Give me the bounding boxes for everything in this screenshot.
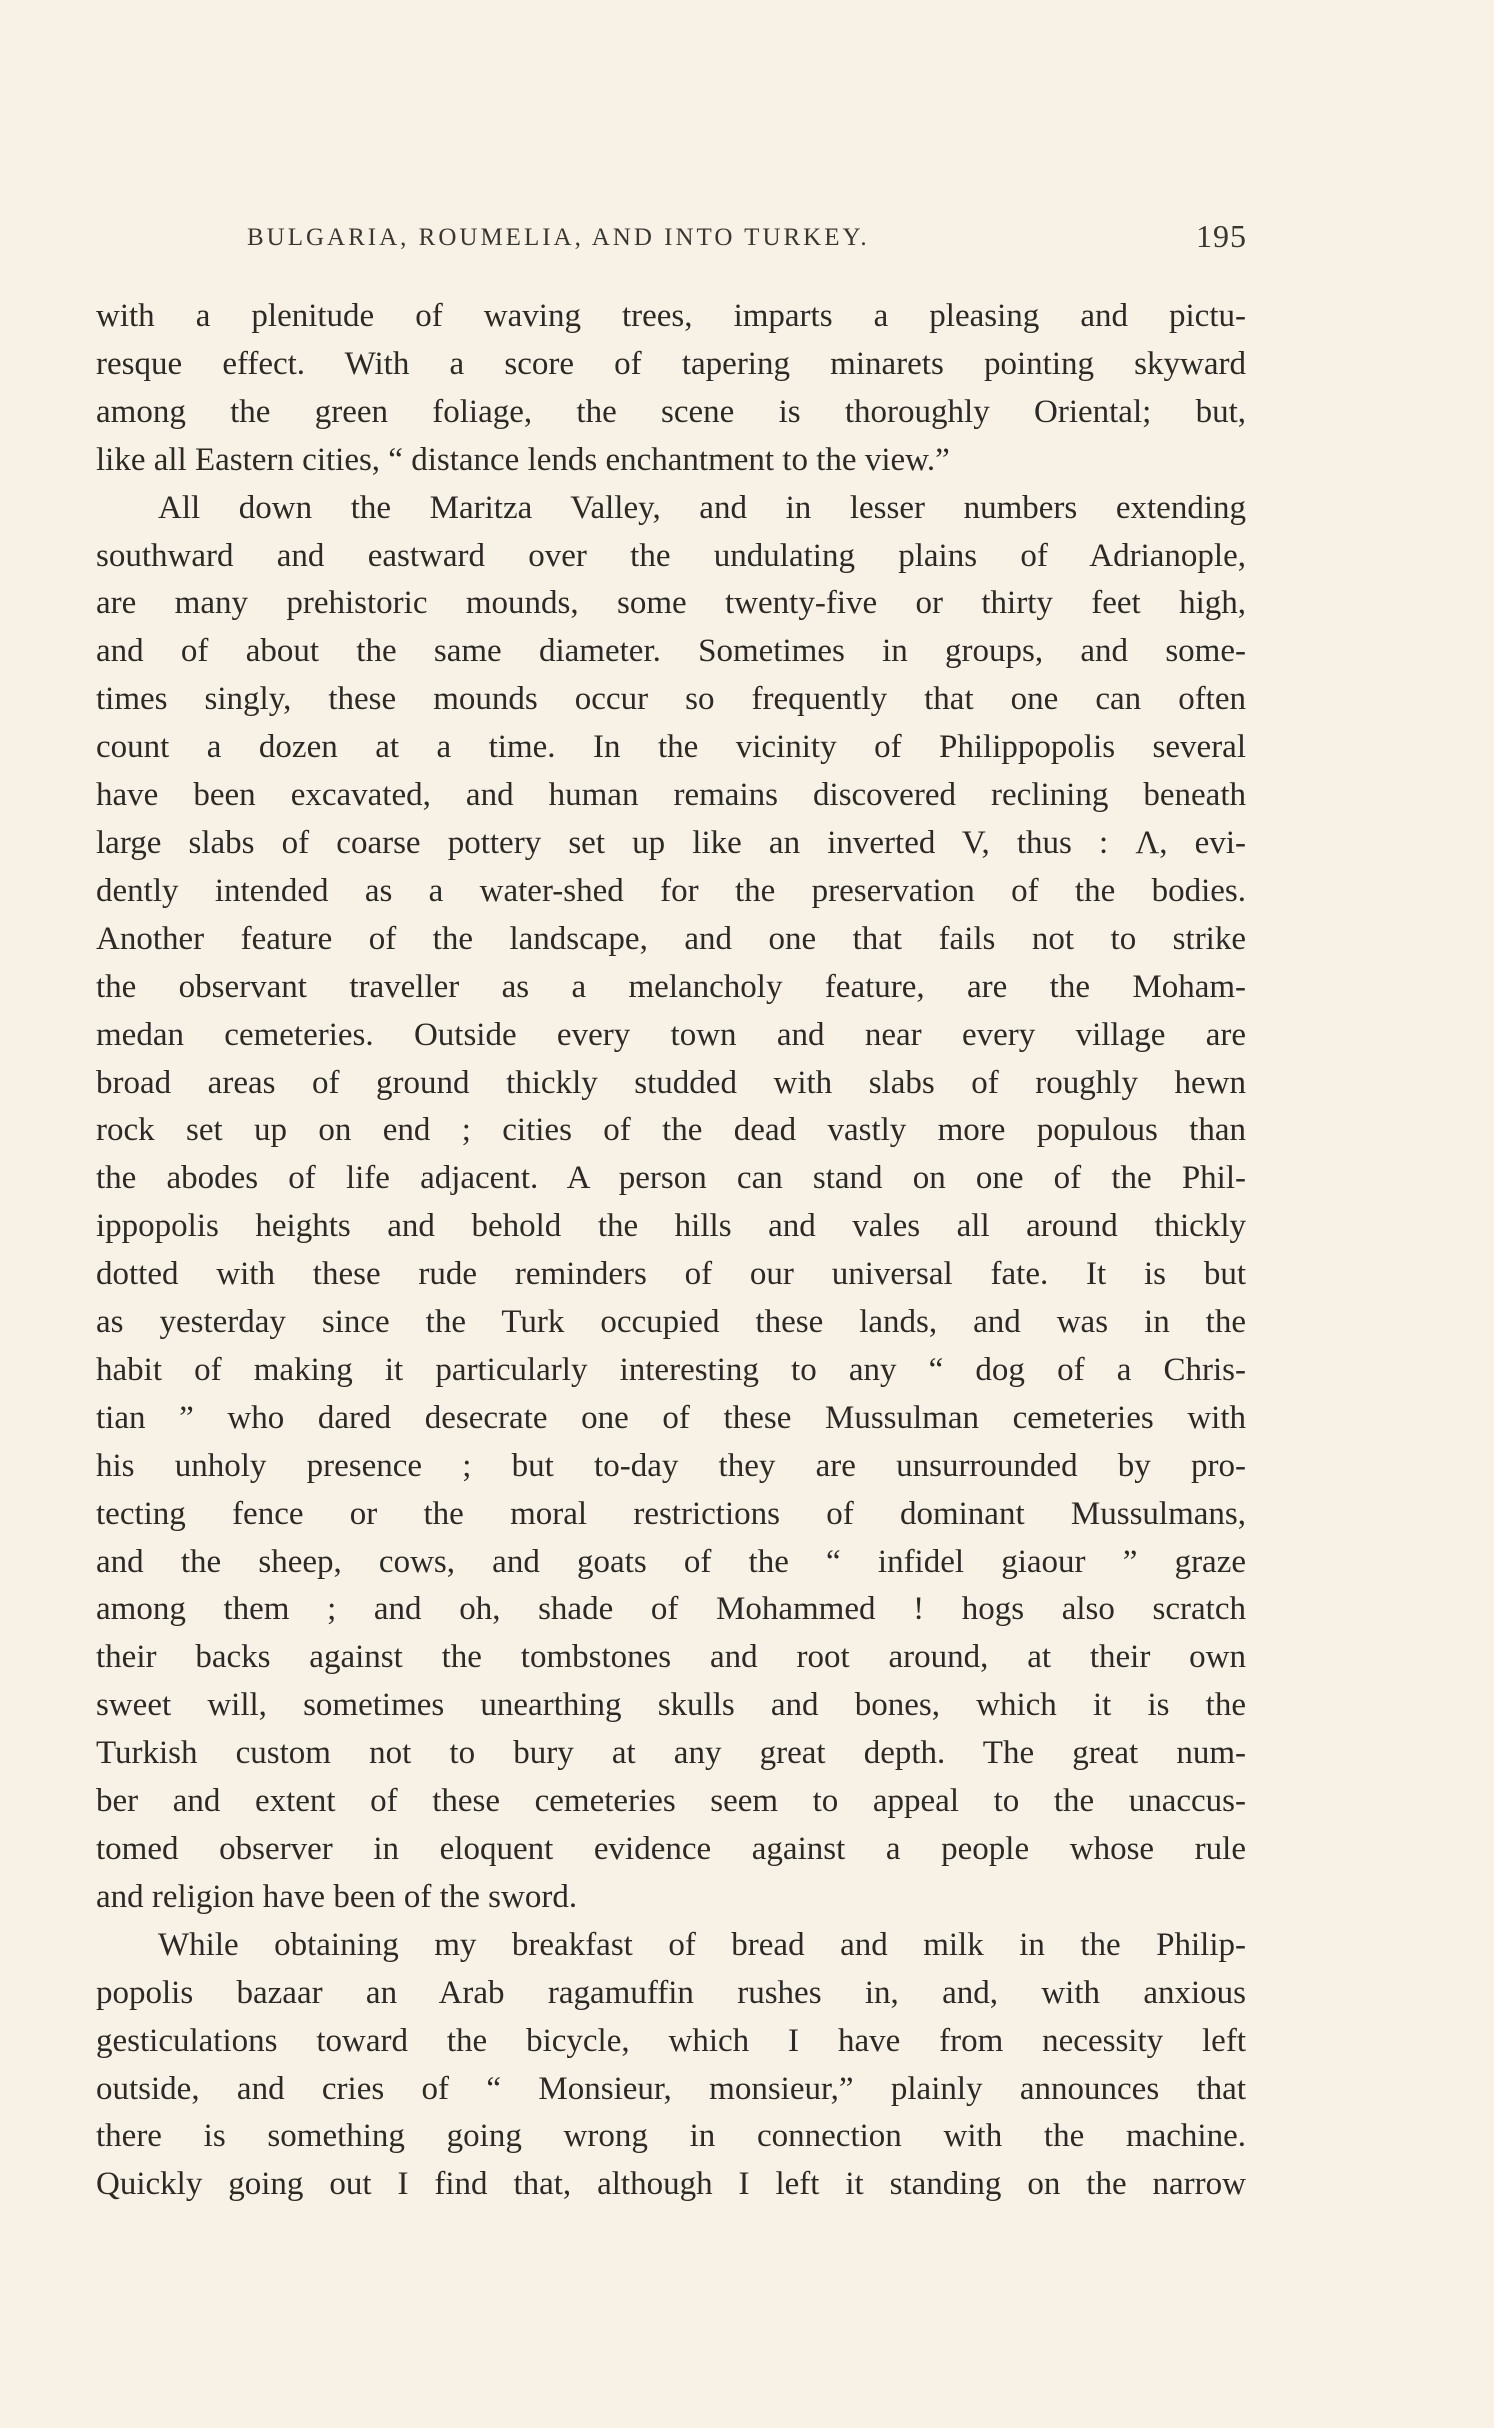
text-line: have been excavated, and human remains discovered reclining beneath xyxy=(96,777,1246,814)
text-line: popolis bazaar an Arab ragamuffin rushes in, and, with anxious xyxy=(96,1974,1246,2011)
text-line: with a plenitude of waving trees, imparts a pleasing and pictu- xyxy=(96,298,1246,334)
page-number: 195 xyxy=(1196,218,1247,254)
text-line: Another feature of the landscape, and one that fails not to strike xyxy=(96,920,1246,957)
text-line: ber and extent of these cemeteries seem to appeal to the unaccus- xyxy=(96,1783,1246,1820)
text-line: broad areas of ground thickly studded with slabs of roughly hewn xyxy=(96,1064,1246,1101)
text-line: and religion have been of the sword. xyxy=(96,1878,578,1915)
text-line: among the green foliage, the scene is thoroughly Oriental; but, xyxy=(96,393,1246,430)
text-line: outside, and cries of “ Monsieur, monsieur,” plainly announces that xyxy=(96,2070,1246,2107)
text-line: tecting fence or the moral restrictions of dominant Mussulmans, xyxy=(96,1495,1246,1532)
text-line: rock set up on end ; cities of the dead vastly more populous than xyxy=(96,1112,1246,1149)
paragraph-first-line: All down the Maritza Valley, and in lesser numbers extending xyxy=(158,489,1246,526)
text-line: medan cemeteries. Outside every town and near every village are xyxy=(96,1016,1246,1053)
text-line: dotted with these rude reminders of our universal fate. It is but xyxy=(96,1256,1246,1293)
text-line: their backs against the tombstones and root around, at their own xyxy=(96,1639,1246,1676)
text-line: like all Eastern cities, “ distance lends enchantment to the view.” xyxy=(96,441,950,478)
text-line: southward and eastward over the undulating plains of Adrianople, xyxy=(96,537,1246,574)
text-line: times singly, these mounds occur so frequently that one can often xyxy=(96,681,1246,718)
running-head xyxy=(247,218,1247,258)
body-text xyxy=(96,293,1246,2209)
text-line: the observant traveller as a melancholy feature, are the Moham- xyxy=(96,968,1246,1005)
text-line: large slabs of coarse pottery set up like an inverted V, thus : Λ, evi- xyxy=(96,824,1246,861)
text-line: resque effect. With a score of tapering minarets pointing skyward xyxy=(96,345,1246,382)
text-line: tian ” who dared desecrate one of these Mussulman cemeteries with xyxy=(96,1399,1246,1436)
text-line: habit of making it particularly interesting to any “ dog of a Chris- xyxy=(96,1351,1246,1388)
text-line: as yesterday since the Turk occupied these lands, and was in the xyxy=(96,1304,1246,1341)
text-line: ippopolis heights and behold the hills and vales all around thickly xyxy=(96,1208,1246,1245)
text-line: and of about the same diameter. Sometimes in groups, and some- xyxy=(96,633,1246,670)
running-title: BULGARIA, ROUMELIA, AND INTO TURKEY. xyxy=(247,224,870,251)
text-line: sweet will, sometimes unearthing skulls and bones, which it is the xyxy=(96,1687,1246,1724)
text-line: Quickly going out I find that, although I left it standing on the narrow xyxy=(96,2166,1246,2203)
text-line: the abodes of life adjacent. A person can stand on one of the Phil- xyxy=(96,1160,1246,1197)
text-line: dently intended as a water-shed for the preservation of the bodies. xyxy=(96,872,1246,909)
text-line: there is something going wrong in connection with the machine. xyxy=(96,2118,1246,2155)
text-line: and the sheep, cows, and goats of the “ infidel giaour ” graze xyxy=(96,1543,1246,1580)
text-line: Turkish custom not to bury at any great depth. The great num- xyxy=(96,1735,1246,1772)
text-line: are many prehistoric mounds, some twenty-five or thirty feet high, xyxy=(96,585,1246,622)
text-line: tomed observer in eloquent evidence against a people whose rule xyxy=(96,1831,1246,1867)
text-line: his unholy presence ; but to-day they are unsurrounded by pro- xyxy=(96,1447,1246,1484)
text-line: count a dozen at a time. In the vicinity of Philippopolis several xyxy=(96,729,1246,766)
text-line: gesticulations toward the bicycle, which I have from necessity left xyxy=(96,2022,1246,2059)
paragraph-first-line: While obtaining my breakfast of bread and milk in the Philip- xyxy=(158,1926,1246,1963)
text-line: among them ; and oh, shade of Mohammed ! hogs also scratch xyxy=(96,1591,1246,1628)
